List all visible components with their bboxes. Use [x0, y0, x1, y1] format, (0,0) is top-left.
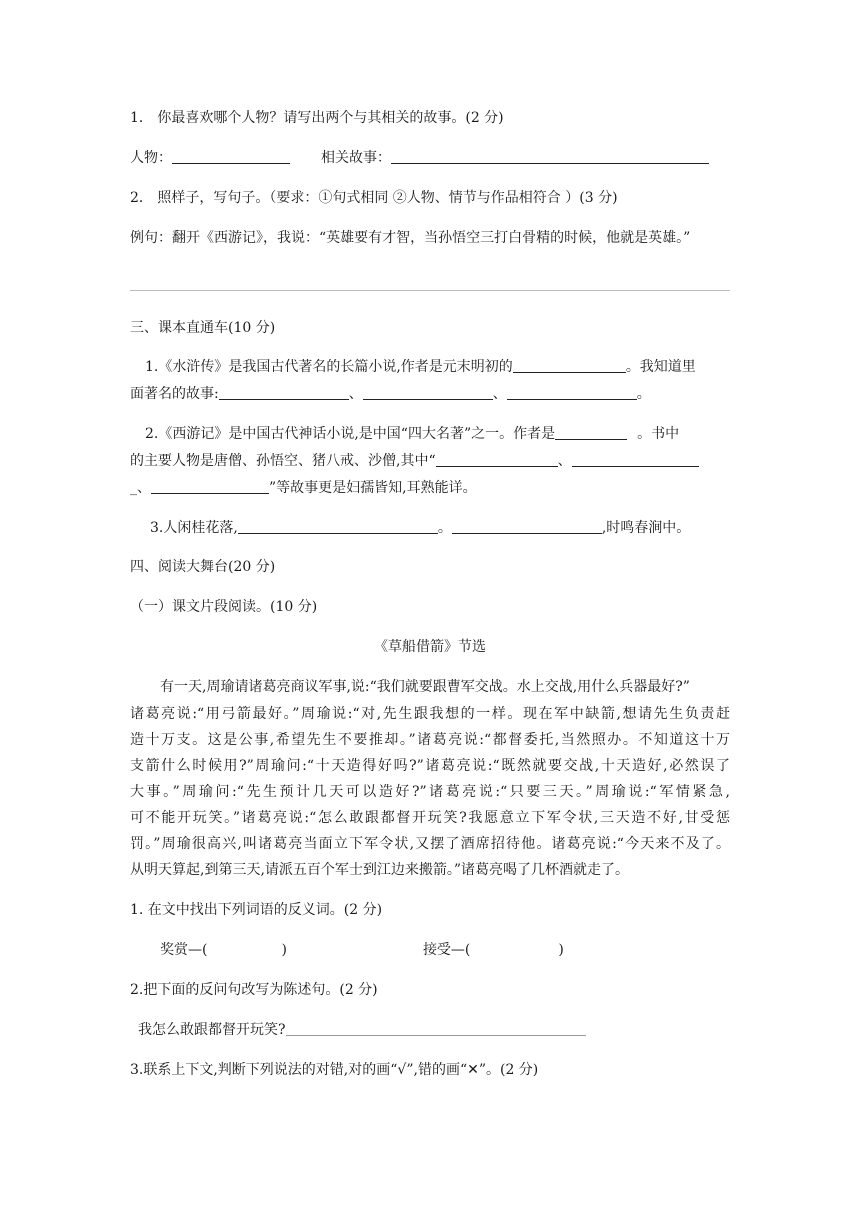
question-3-1-line1: 1.《水浒传》是我国古代著名的长篇小说,作者是元末明初的 。我知道里 — [145, 359, 696, 375]
question-4-3: 3.联系上下文,判断下列说法的对错,对的画“√”,错的画“✕”。(2 分) — [130, 1062, 539, 1078]
passage-line: 可不能开玩笑。”诸葛亮说:“怎么敢跟都督开玩笑?我愿意立下军令状,三天造不好,甘受惩 — [130, 810, 730, 826]
antonym-row: 奖赏—( ) 接受—( ) — [160, 942, 564, 958]
author-blank[interactable] — [513, 357, 626, 373]
story-label: 相关故事： — [321, 150, 391, 166]
question-3-2-line2: 的主要人物是唐僧、孙悟空、猪八戒、沙僧,其中“ 、 — [130, 451, 699, 471]
person-label: 人物： — [130, 150, 172, 166]
answer-row-person-story — [130, 148, 709, 168]
poem-blank-1[interactable] — [238, 518, 438, 534]
question-2-2: 2． 照样子，写句子。（要求：①句式相同 ②人物、情节与作品相符合 ）(3 分) — [130, 190, 618, 206]
question-2-1: 1． 你最喜欢哪个人物？请写出两个与其相关的故事。(2 分) — [130, 110, 504, 126]
passage-line: 罚。”周瑜很高兴,叫诸葛亮当面立下军令状,又摆了酒席招待他。诸葛亮说:“今天来不及了。 — [130, 836, 730, 852]
xiyouji-story-blank-2[interactable] — [572, 451, 699, 467]
example-sentence: 例句：翻开《西游记》，我说：“英雄要有才智，当孙悟空三打白骨精的时候，他就是英雄。” — [130, 230, 691, 246]
answer-line[interactable] — [130, 290, 730, 291]
passage-line: 有一天,周瑜请诸葛亮商议军事,说:“我们就要跟曹军交战。水上交战,用什么兵器最好?” — [160, 679, 690, 695]
passage-line: 大事。”周瑜问:“先生预计几天可以造好?”诸葛亮说:“只要三天。”周瑜说:“军情紧急, — [130, 784, 730, 800]
subsection-heading: （一）课文片段阅读。(10 分) — [130, 599, 318, 615]
question-4-2: 2.把下面的反问句改写为陈述句。(2 分) — [130, 982, 378, 998]
story-blank-2[interactable] — [363, 384, 493, 400]
story-blank-1[interactable] — [219, 384, 349, 400]
xiyouji-story-blank-3[interactable] — [151, 478, 269, 494]
passage-line: 造十万支。这是公事,希望先生不要推却。”诸葛亮说:“都督委托,当然照办。不知道这十万 — [130, 732, 730, 748]
passage-line: 从明天算起,到第三天,请派五百个军士到江边来搬箭。”诸葛亮喝了几杯酒就走了。 — [130, 862, 630, 878]
section-4-heading: 四、阅读大舞台(20 分) — [130, 559, 276, 575]
question-3-2-line3: _、 ”等故事更是妇孺皆知,耳熟能详。 — [130, 480, 477, 496]
passage-title: 《草船借箭》节选 — [374, 639, 486, 655]
section-3-heading: 三、课本直通车(10 分) — [130, 320, 276, 336]
story-blank[interactable] — [391, 148, 709, 164]
question-3-3: 3.人闲桂花落, 。 ,时鸣春涧中。 — [150, 520, 691, 536]
statement-blank[interactable] — [286, 1021, 586, 1036]
passage-line: 支箭什么时候用?”周瑜问:“十天造得好吗?”诸葛亮说:“既然就要交战,十天造好,必然误了 — [130, 758, 730, 774]
question-3-2-line1: 2.《西游记》是中国古代神话小说,是中国“四大名著”之一。作者是 。书中 — [145, 426, 680, 442]
poem-blank-2[interactable] — [452, 518, 602, 534]
xiyouji-story-blank-1[interactable] — [436, 451, 558, 467]
person-blank[interactable] — [172, 148, 290, 164]
story-blank-3[interactable] — [507, 384, 637, 400]
xiyouji-author-blank[interactable] — [555, 424, 627, 440]
question-4-1: 1. 在文中找出下列词语的反义词。(2 分) — [130, 902, 383, 918]
rhetorical-row: 我怎么敢跟都督开玩笑? — [138, 1020, 586, 1040]
question-3-1-line2: 面著名的故事: 、 、 。 — [130, 386, 651, 402]
passage-line: 诸葛亮说:“用弓箭最好。”周瑜说:“对,先生跟我想的一样。现在军中缺箭,想请先生负责赶 — [130, 706, 730, 722]
